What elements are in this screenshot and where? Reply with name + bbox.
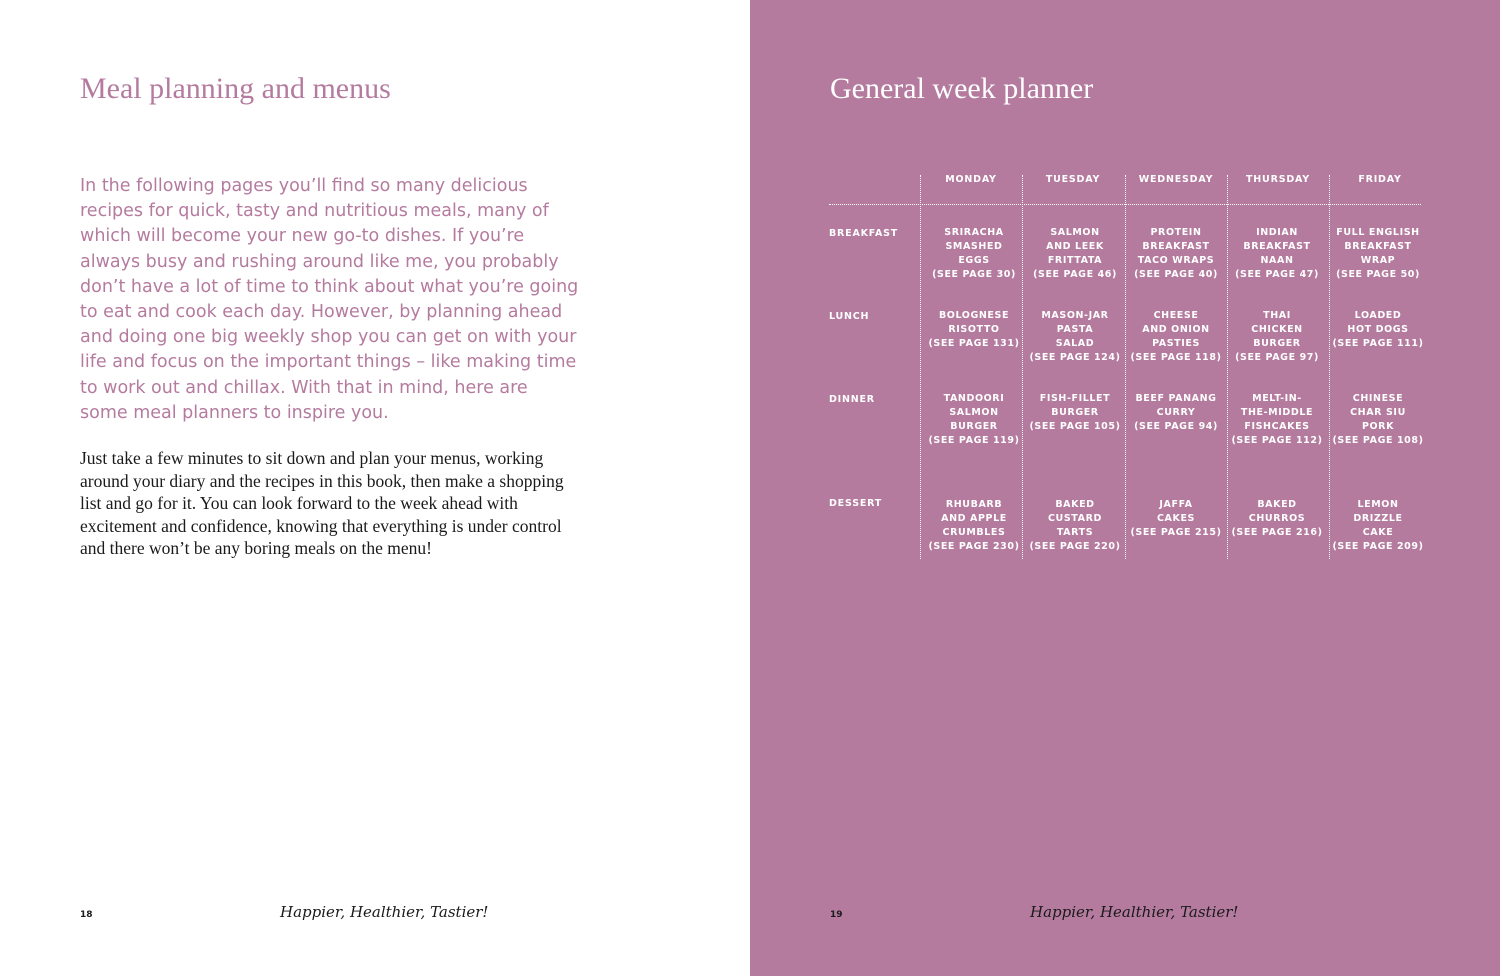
day-header-thursday: THURSDAY — [1246, 174, 1310, 185]
page-number-right: 19 — [830, 910, 843, 920]
column-divider — [920, 175, 921, 559]
intro-paragraph: In the following pages you’ll find so many delicious recipes for quick, tasty and nutritious meals, many of which will become your new go-to dishes. If you’re always busy and rushing around like me, you probably don’t have a lot of time to think about what you’re going to eat and cook each day. However, by planning ahead and doing one big weekly shop you can get on with your life and focus on the important things – like making time to work out and chillax. With that in mind, here are some meal planners to inspire you. — [80, 176, 579, 423]
meal-label-dinner: DINNER — [829, 394, 875, 405]
week-planner-table — [829, 165, 1424, 560]
planner-cell: MASON-JAR PASTA SALAD (SEE PAGE 124) — [1029, 310, 1121, 363]
day-header-monday: MONDAY — [945, 174, 997, 185]
page-title: Meal planning and menus — [80, 72, 391, 105]
footer-brand-right: Happier, Healthier, Tastier! — [1030, 903, 1239, 921]
page-number-left: 18 — [80, 910, 93, 920]
planner-cell: INDIAN BREAKFAST NAAN (SEE PAGE 47) — [1235, 227, 1319, 280]
planner-cell: BOLOGNESE RISOTTO (SEE PAGE 131) — [928, 310, 1020, 349]
planner-cell: RHUBARB AND APPLE CRUMBLES (SEE PAGE 230) — [928, 499, 1020, 552]
planner-title: General week planner — [830, 72, 1094, 105]
planner-cell: FULL ENGLISH BREAKFAST WRAP (SEE PAGE 50) — [1336, 227, 1420, 280]
planner-cell: BEEF PANANG CURRY (SEE PAGE 94) — [1134, 393, 1218, 432]
day-header-wednesday: WEDNESDAY — [1138, 174, 1214, 185]
planner-cell: THAI CHICKEN BURGER (SEE PAGE 97) — [1235, 310, 1319, 363]
planner-cell: LEMON DRIZZLE CAKE (SEE PAGE 209) — [1332, 499, 1424, 552]
planner-cell: PROTEIN BREAKFAST TACO WRAPS (SEE PAGE 40) — [1134, 227, 1218, 280]
planner-cell: CHINESE CHAR SIU PORK (SEE PAGE 108) — [1332, 393, 1424, 446]
planner-cell: TANDOORI SALMON BURGER (SEE PAGE 119) — [928, 393, 1020, 446]
body-paragraph: Just take a few minutes to sit down and plan your menus, working around your diary and the recipes in this book, then make a shopping list and go for it. You can look forward to the week ahead with excitement and confidence, knowing that everything is under control and there won’t be any boring meals on the menu! — [80, 448, 564, 558]
planner-cell: CHEESE AND ONION PASTIES (SEE PAGE 118) — [1130, 310, 1222, 363]
planner-cell: SALMON AND LEEK FRITTATA (SEE PAGE 46) — [1033, 227, 1117, 280]
planner-cell: BAKED CUSTARD TARTS (SEE PAGE 220) — [1029, 499, 1121, 552]
planner-cell: JAFFA CAKES (SEE PAGE 215) — [1130, 499, 1222, 538]
right-page — [750, 0, 1500, 976]
meal-label-breakfast: BREAKFAST — [829, 228, 899, 239]
day-header-friday: FRIDAY — [1358, 174, 1402, 185]
planner-cell: SRIRACHA SMASHED EGGS (SEE PAGE 30) — [932, 227, 1016, 280]
meal-label-lunch: LUNCH — [829, 311, 870, 322]
footer-brand-left: Happier, Healthier, Tastier! — [280, 903, 489, 921]
planner-cell: MELT-IN- THE-MIDDLE FISHCAKES (SEE PAGE 112) — [1231, 393, 1323, 446]
planner-cell: FISH-FILLET BURGER (SEE PAGE 105) — [1029, 393, 1121, 432]
planner-cell: BAKED CHURROS (SEE PAGE 216) — [1231, 499, 1323, 538]
meal-label-dessert: DESSERT — [829, 498, 883, 509]
day-header-tuesday: TUESDAY — [1045, 174, 1101, 185]
planner-cell: LOADED HOT DOGS (SEE PAGE 111) — [1332, 310, 1424, 349]
